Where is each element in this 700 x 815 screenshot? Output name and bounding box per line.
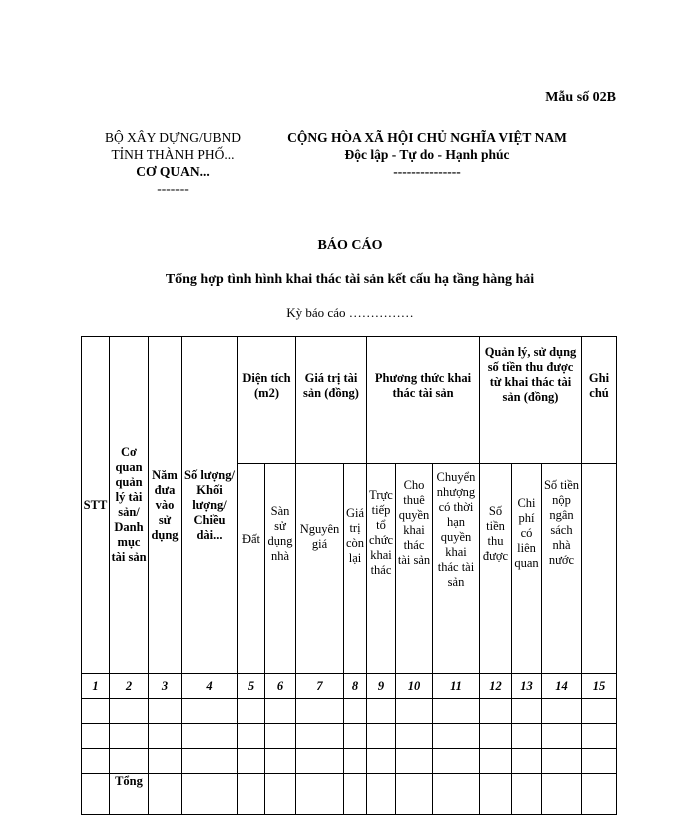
- col-number: 11: [433, 674, 480, 699]
- col-floor-header: Sàn sử dụng nhà: [265, 464, 296, 674]
- col-lease-header: Cho thuê quyền khai thác tài sản: [396, 464, 433, 674]
- col-stt-header: STT: [82, 337, 110, 674]
- col-original-header: Nguyên giá: [296, 464, 344, 674]
- total-row: [82, 774, 617, 815]
- ministry-line: BỘ XÂY DỰNG/UBND: [105, 130, 241, 145]
- motto: Độc lập - Tự do - Hạnh phúc: [344, 147, 510, 162]
- col-number: 4: [182, 674, 238, 699]
- country-name: CỘNG HÒA XÃ HỘI CHỦ NGHĨA VIỆT NAM: [287, 130, 567, 145]
- agency-header: [88, 129, 258, 197]
- agency-divider: -------: [157, 181, 189, 196]
- col-number: 2: [110, 674, 149, 699]
- total-label: Tổng: [110, 774, 149, 815]
- col-method-header: Phương thức khai thác tài sản: [367, 337, 480, 464]
- report-subtitle: Tổng hợp tình hình khai thác tài sản kết cấu hạ tầng hàng hải: [165, 272, 535, 287]
- col-quantity-header: Số lượng/ Khối lượng/ Chiều dài...: [182, 337, 238, 674]
- motto-divider: ---------------: [393, 164, 461, 179]
- col-number: 5: [238, 674, 265, 699]
- col-number: 15: [582, 674, 617, 699]
- table-row: [82, 699, 617, 724]
- col-management-header: Quản lý, sử dụng số tiền thu được từ khai thác tài sản (đồng): [480, 337, 582, 464]
- table-row: [82, 749, 617, 774]
- table-row: [82, 724, 617, 749]
- col-note-sub: [582, 464, 617, 674]
- col-number: 14: [542, 674, 582, 699]
- col-agency-header: Cơ quan quản lý tài sản/ Danh mục tài sản: [110, 337, 149, 674]
- col-collected-header: Số tiền thu được: [480, 464, 512, 674]
- report-period: Kỳ báo cáo ……………: [286, 305, 414, 320]
- national-header: [262, 129, 592, 180]
- col-number: 6: [265, 674, 296, 699]
- col-number: 8: [344, 674, 367, 699]
- col-direct-header: Trực tiếp tổ chức khai thác: [367, 464, 396, 674]
- col-number: 3: [149, 674, 182, 699]
- col-year-header: Năm đưa vào sử dụng: [149, 337, 182, 674]
- col-paid-header: Số tiền nộp ngân sách nhà nước: [542, 464, 582, 674]
- header-row-1: [82, 337, 617, 464]
- report-title: BÁO CÁO: [317, 238, 383, 253]
- column-number-row: [82, 674, 617, 699]
- col-number: 12: [480, 674, 512, 699]
- summary-table: [81, 336, 617, 815]
- col-land-header: Đất: [238, 464, 265, 674]
- col-note-header: Ghi chú: [582, 337, 617, 464]
- col-value-header: Giá trị tài sản (đồng): [296, 337, 367, 464]
- col-area-header: Diện tích (m2): [238, 337, 296, 464]
- col-transfer-header: Chuyển nhượng có thời hạn quyền khai thác tài sản: [433, 464, 480, 674]
- col-number: 1: [82, 674, 110, 699]
- col-number: 7: [296, 674, 344, 699]
- city-line: TỈNH THÀNH PHỐ...: [111, 147, 235, 162]
- col-number: 13: [512, 674, 542, 699]
- agency-line: CƠ QUAN...: [136, 164, 210, 179]
- col-costs-header: Chi phí có liên quan: [512, 464, 542, 674]
- form-number: Mẫu số 02B: [545, 90, 616, 105]
- col-number: 9: [367, 674, 396, 699]
- col-remaining-header: Giá trị còn lại: [344, 464, 367, 674]
- col-number: 10: [396, 674, 433, 699]
